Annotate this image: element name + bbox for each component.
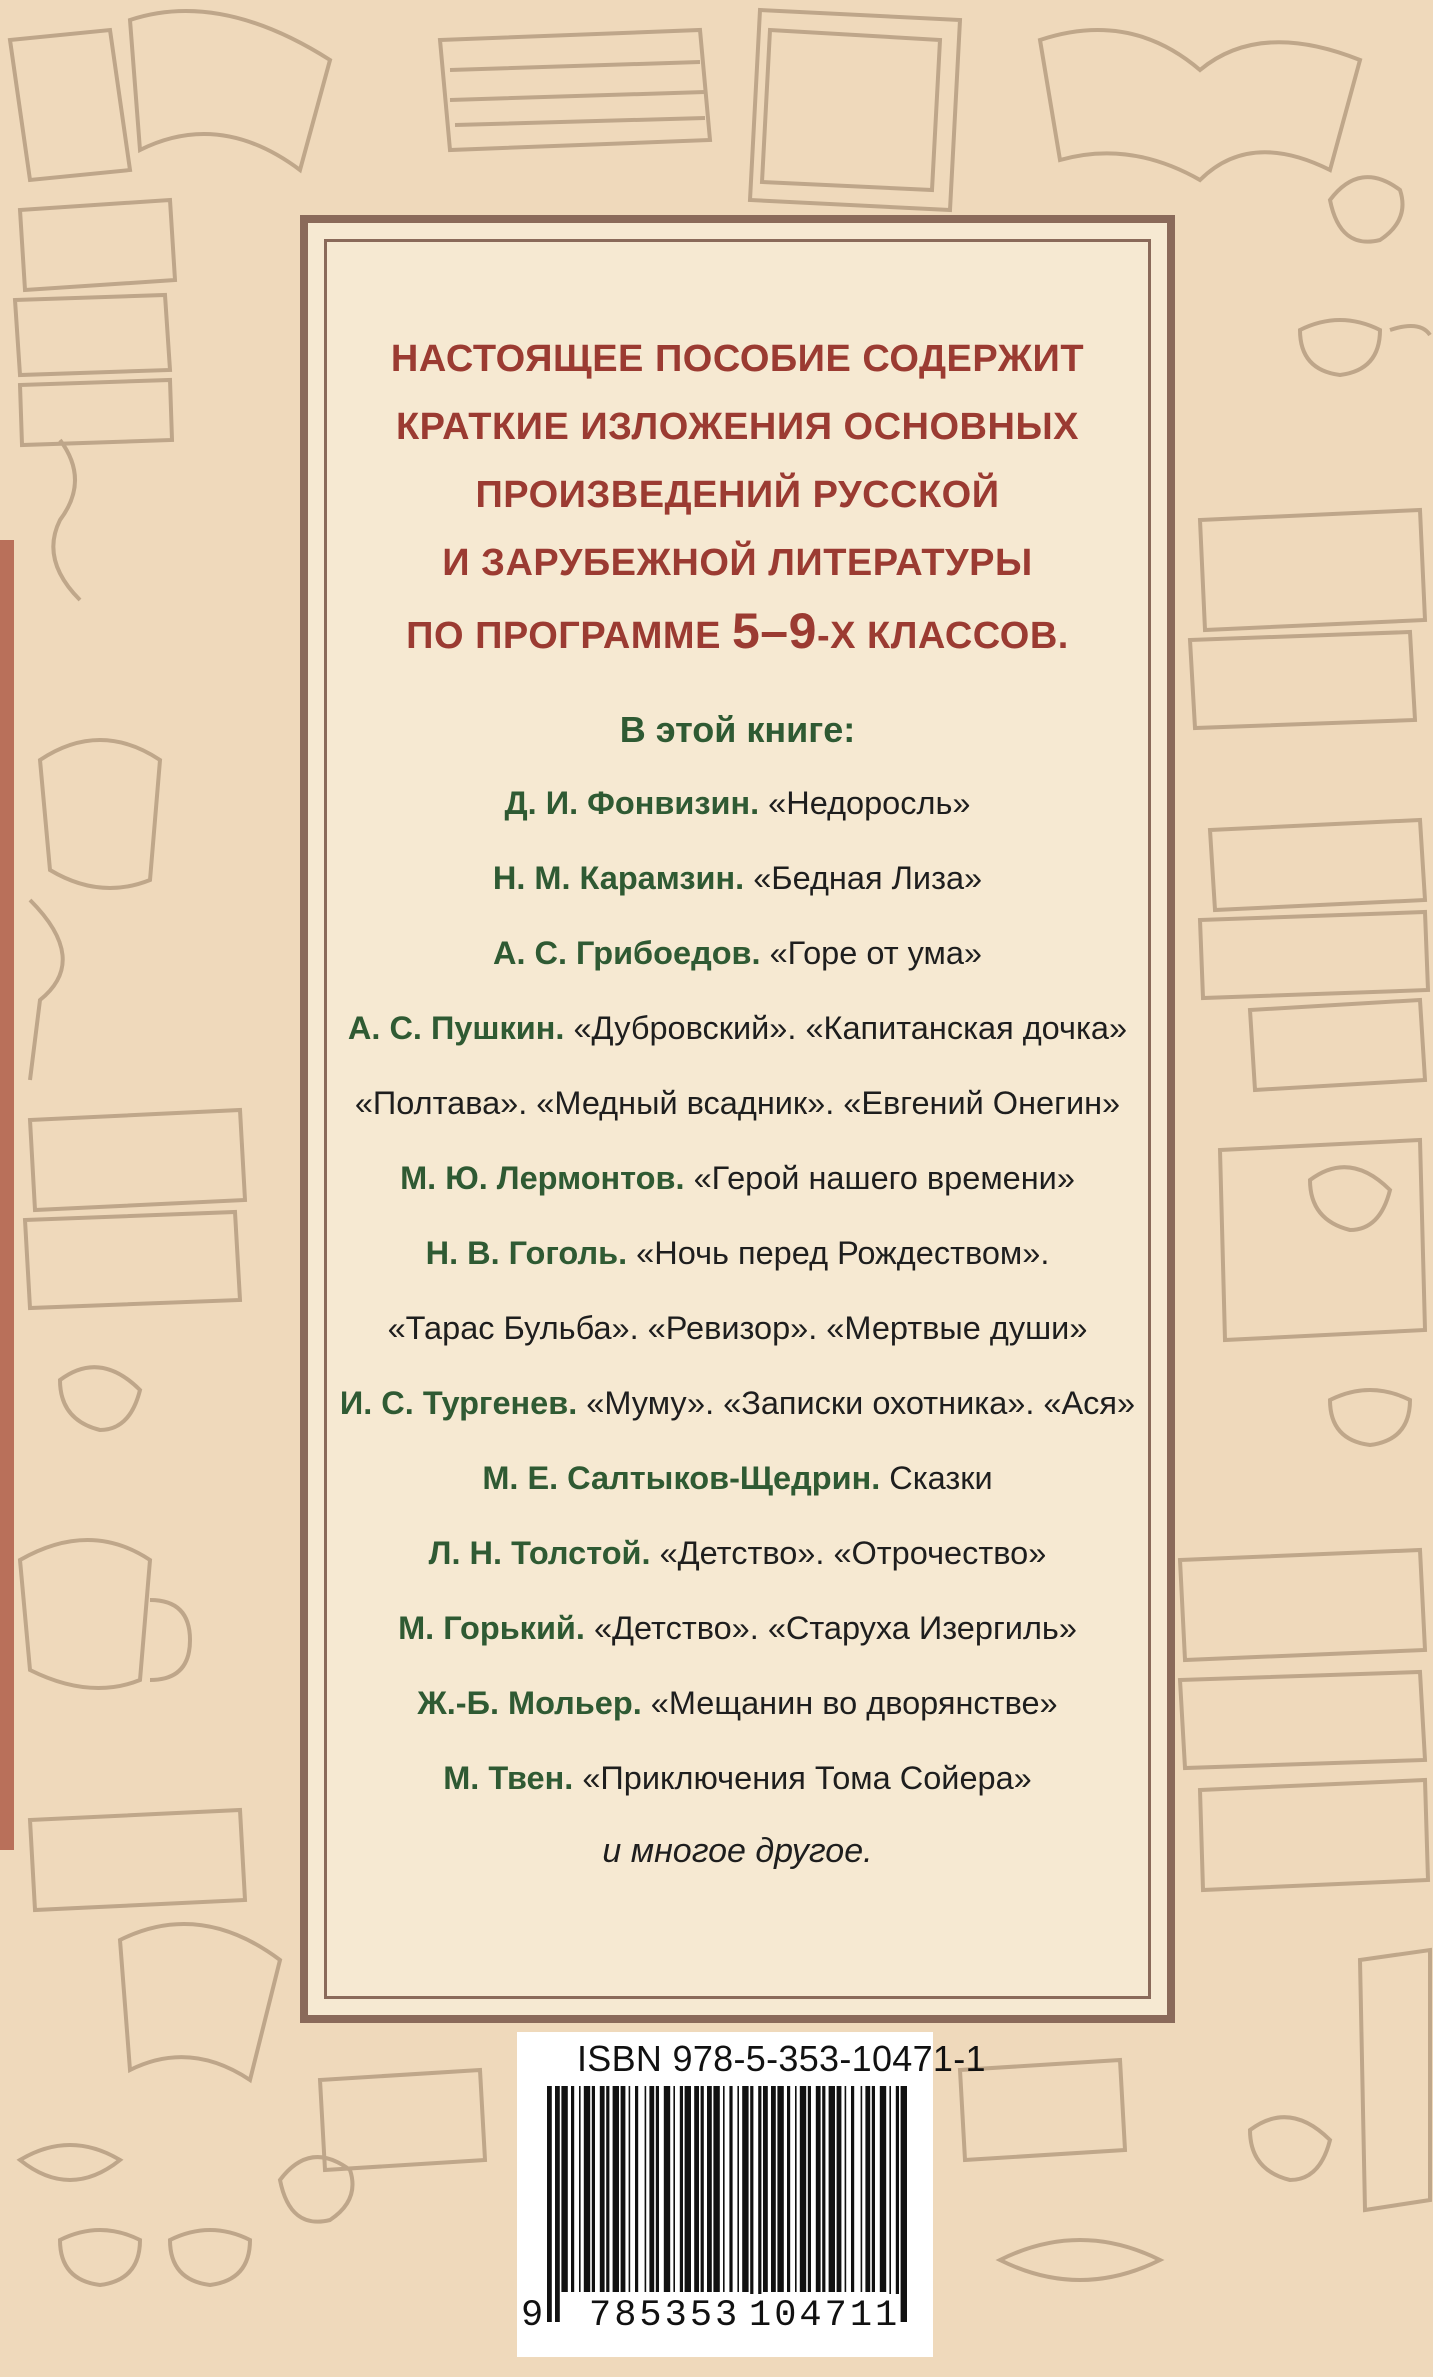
book-entry bbox=[308, 1741, 1167, 1816]
book-entry bbox=[308, 1516, 1167, 1591]
barcode-bar bbox=[571, 2086, 574, 2292]
barcode-bar bbox=[713, 2086, 719, 2292]
barcode-bar bbox=[737, 2086, 739, 2292]
intro-line: И ЗАРУБЕЖНОЙ ЛИТЕРАТУРЫ bbox=[442, 542, 1033, 584]
barcode-bar bbox=[771, 2086, 776, 2292]
book-works: «Тарас Бульба». «Ревизор». «Мертвые души» bbox=[387, 1310, 1088, 1346]
barcode-bar bbox=[600, 2086, 605, 2292]
book-works: «Герой нашего времени» bbox=[693, 1160, 1075, 1196]
barcode-bar bbox=[645, 2086, 647, 2292]
book-entry bbox=[308, 766, 1167, 841]
book-author: Н. М. Карамзин. bbox=[492, 860, 745, 896]
barcode-bar bbox=[896, 2086, 899, 2322]
book-entry bbox=[308, 1141, 1167, 1216]
book-author: Н. В. Гоголь. bbox=[425, 1235, 628, 1271]
barcode-bar bbox=[579, 2086, 581, 2292]
barcode-bar bbox=[800, 2086, 806, 2292]
barcode-bar bbox=[758, 2086, 761, 2322]
barcode-bars bbox=[547, 2086, 907, 2322]
book-works: «Недоросль» bbox=[768, 785, 971, 821]
barcode-bar bbox=[872, 2086, 875, 2292]
book-author: Д. И. Фонвизин. bbox=[504, 785, 760, 821]
barcode-bar bbox=[742, 2086, 748, 2292]
book-works: «Детство». «Отрочество» bbox=[659, 1535, 1047, 1571]
barcode-bar bbox=[701, 2086, 704, 2292]
intro-line: ПРОИЗВЕДЕНИЙ РУССКОЙ bbox=[475, 474, 1000, 516]
barcode-bar bbox=[795, 2086, 797, 2292]
intro-line: КРАТКИЕ ИЗЛОЖЕНИЯ ОСНОВНЫХ bbox=[395, 406, 1079, 448]
closing-text: и многое другое. bbox=[602, 1832, 873, 1870]
barcode-bar bbox=[547, 2086, 552, 2322]
grade-range: 5–9 bbox=[732, 603, 817, 659]
barcode-bar bbox=[787, 2086, 790, 2292]
book-author: М. Ю. Лермонтов. bbox=[400, 1160, 685, 1196]
barcode-bar bbox=[707, 2086, 712, 2292]
barcode-bar bbox=[777, 2086, 783, 2292]
ean-digit-first: 9 bbox=[521, 2295, 544, 2337]
barcode-bar bbox=[664, 2086, 670, 2292]
book-entry bbox=[308, 1066, 1167, 1141]
spine-edge-strip bbox=[0, 540, 14, 1850]
barcode-bar bbox=[808, 2086, 811, 2292]
book-works: Сказки bbox=[889, 1460, 993, 1496]
book-works: «Полтава». «Медный всадник». «Евгений Онегин» bbox=[354, 1085, 1121, 1121]
barcode-bar bbox=[592, 2086, 595, 2292]
isbn-text: ISBN 978-5-353-10471-1 bbox=[577, 2038, 986, 2079]
book-works: «Муму». «Записки охотника». «Ася» bbox=[586, 1385, 1136, 1421]
barcode-bar bbox=[837, 2086, 842, 2292]
barcode-bar bbox=[865, 2086, 870, 2292]
barcode-bar bbox=[606, 2086, 609, 2292]
barcode-bar bbox=[829, 2086, 835, 2292]
book-author: А. С. Грибоедов. bbox=[492, 935, 761, 971]
book-works: «Ночь перед Рождеством». bbox=[636, 1235, 1050, 1271]
barcode-bar bbox=[880, 2086, 886, 2292]
barcode-bar bbox=[694, 2086, 699, 2292]
barcode-bar bbox=[656, 2086, 659, 2292]
book-works: «Детство». «Старуха Изергиль» bbox=[593, 1610, 1077, 1646]
barcode-bar bbox=[555, 2086, 560, 2322]
barcode-label bbox=[517, 2032, 986, 2357]
book-entry bbox=[308, 841, 1167, 916]
barcode-bar bbox=[861, 2086, 863, 2292]
barcode-bar bbox=[629, 2086, 631, 2292]
book-entry bbox=[308, 916, 1167, 991]
barcode-bar bbox=[763, 2086, 768, 2292]
barcode-bar bbox=[851, 2086, 854, 2292]
ean-digits-right: 104711 bbox=[749, 2295, 901, 2337]
barcode-bar bbox=[673, 2086, 675, 2292]
barcode-bar bbox=[649, 2086, 654, 2292]
barcode-bar bbox=[613, 2086, 619, 2292]
book-works: «Бедная Лиза» bbox=[753, 860, 983, 896]
book-works: «Дубровский». «Капитанская дочка» bbox=[573, 1010, 1128, 1046]
program-suffix: -Х КЛАССОВ. bbox=[816, 615, 1069, 657]
barcode-bar bbox=[635, 2086, 638, 2292]
book-works: «Горе от ума» bbox=[769, 935, 983, 971]
book-works: «Мещанин во дворянстве» bbox=[650, 1685, 1058, 1721]
intro-line: НАСТОЯЩЕЕ ПОСОБИЕ СОДЕРЖИТ bbox=[390, 338, 1085, 380]
book-entry bbox=[308, 1366, 1167, 1441]
books-heading: В этой книге: bbox=[619, 709, 856, 750]
book-entry bbox=[308, 1591, 1167, 1666]
book-entry bbox=[308, 1291, 1167, 1366]
barcode-bar bbox=[584, 2086, 590, 2292]
book-author: Л. Н. Толстой. bbox=[428, 1535, 651, 1571]
intro-block bbox=[308, 325, 1167, 670]
panel-content bbox=[308, 223, 1167, 2015]
ean-digits-left: 785353 bbox=[589, 2295, 741, 2337]
barcode-bar bbox=[901, 2086, 907, 2322]
book-entry bbox=[308, 1441, 1167, 1516]
barcode-bar bbox=[845, 2086, 847, 2292]
text-panel bbox=[300, 215, 1175, 2023]
book-entry bbox=[308, 991, 1167, 1066]
barcode-bar bbox=[685, 2086, 691, 2292]
intro-program-line bbox=[308, 597, 1167, 670]
barcode-bar bbox=[822, 2086, 825, 2292]
book-entry bbox=[308, 1216, 1167, 1291]
book-author: М. Горький. bbox=[398, 1610, 585, 1646]
book-works: «Приключения Тома Сойера» bbox=[582, 1760, 1032, 1796]
barcode-bar bbox=[680, 2086, 683, 2292]
barcode-bar bbox=[816, 2086, 821, 2292]
barcode-bar bbox=[750, 2086, 753, 2322]
book-author: М. Е. Салтыков-Щедрин. bbox=[482, 1460, 881, 1496]
book-list bbox=[308, 766, 1167, 1816]
barcode-bar bbox=[561, 2086, 567, 2292]
book-author: М. Твен. bbox=[443, 1760, 574, 1796]
barcode-bar bbox=[621, 2086, 626, 2292]
book-author: Ж.-Б. Мольер. bbox=[417, 1685, 642, 1721]
barcode-bar bbox=[729, 2086, 732, 2292]
book-entry bbox=[308, 1666, 1167, 1741]
book-author: А. С. Пушкин. bbox=[347, 1010, 565, 1046]
barcode-bar bbox=[723, 2086, 725, 2292]
program-prefix: ПО ПРОГРАММЕ bbox=[406, 615, 732, 657]
book-author: И. С. Тургенев. bbox=[339, 1385, 578, 1421]
barcode-bar bbox=[889, 2086, 891, 2322]
